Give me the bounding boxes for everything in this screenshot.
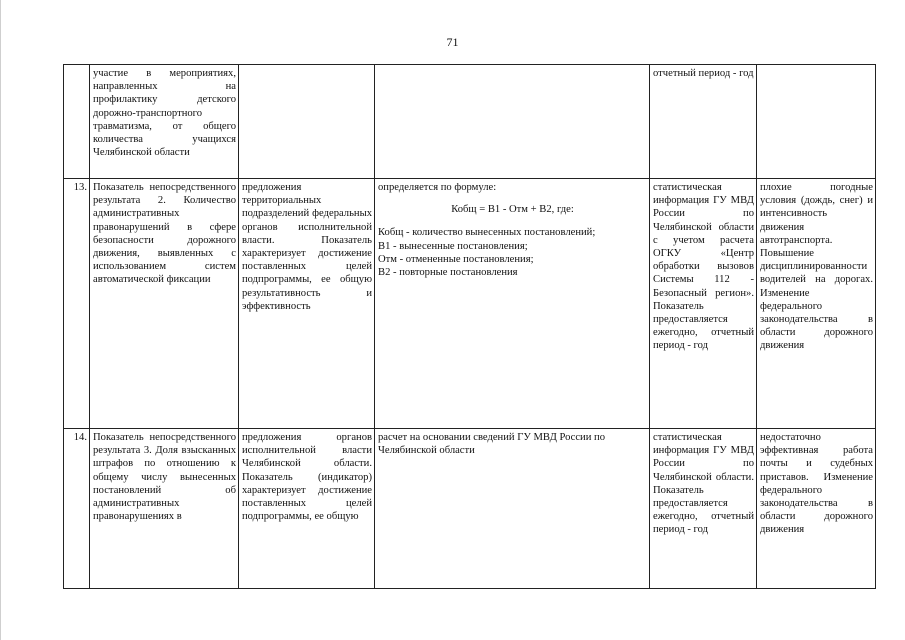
justification-cell xyxy=(239,65,375,179)
method-cell: расчет на основании сведений ГУ МВД России по Челябинской области xyxy=(375,429,650,589)
row-number-cell xyxy=(64,65,90,179)
page-number: 71 xyxy=(446,35,459,49)
source-cell: статистическая информация ГУ МВД России по Челябинской области с учетом расчета ОГКУ «Центр обработки вызовов Системы 112 - Безопасный регион». Показатель предоставляется ежегодно, отчетный период - год xyxy=(650,179,757,429)
formula-intro: определяется по формуле: xyxy=(378,182,497,193)
indicator-cell: Показатель непосредственного результата 2. Количество административных правонарушений в сфере безопасности дорожного движения, выявленных с использованием систем автоматической фиксации xyxy=(90,179,239,429)
formula: Кобщ = В1 - Отм + В2, где: xyxy=(451,204,574,216)
page-left-edge xyxy=(0,0,1,640)
formula-definition: Отм - отмененные постановления; xyxy=(378,253,534,265)
risks-cell xyxy=(757,65,876,179)
risks-cell: недостаточно эффективная работа почты и судебных приставов. Изменение федерального законодательства в области дорожного движения xyxy=(757,429,876,589)
table-row xyxy=(64,429,876,589)
formula-definition: В1 - вынесенные постановления; xyxy=(378,240,528,252)
risks-cell: плохие погодные условия (дождь, снег) и интенсивность движения автотранспорта. Повышение дисциплинированности водителей на дорогах. Изменение федерального законодательства в области дорожного движения xyxy=(757,179,876,429)
formula-definition: В2 - повторные постановления xyxy=(378,267,518,279)
indicators-table xyxy=(63,64,876,589)
indicator-cell: Показатель непосредственного результата 3. Доля взысканных штрафов по отношению к общему числу вынесенных постановлений об административных правонарушениях в xyxy=(90,429,239,589)
source-cell: статистическая информация ГУ МВД России по Челябинской области. Показатель предоставляется ежегодно, отчетный период - год xyxy=(650,429,757,589)
table-row xyxy=(64,179,876,429)
row-number-cell: 14. xyxy=(64,429,90,589)
row-number-cell: 13. xyxy=(64,179,90,429)
source-cell: отчетный период - год xyxy=(650,65,757,179)
table-row xyxy=(64,65,876,179)
justification-cell: предложения органов исполнительной власти Челябинской области. Показатель (индикатор) характеризует достижение поставленных целей подпрограммы, ее общую xyxy=(239,429,375,589)
method-cell xyxy=(375,179,650,429)
formula-definition: Кобщ - количество вынесенных постановлений; xyxy=(378,227,596,239)
method-cell xyxy=(375,65,650,179)
indicator-cell: участие в мероприятиях, направленных на профилактику детского дорожно-транспортного травматизма, от общего количества учащихся Челябинской области xyxy=(90,65,239,179)
justification-cell: предложения территориальных подразделений федеральных органов исполнительной власти. Показатель характеризует достижение поставленных целей подпрограммы, ее общую результативность и эффективность xyxy=(239,179,375,429)
